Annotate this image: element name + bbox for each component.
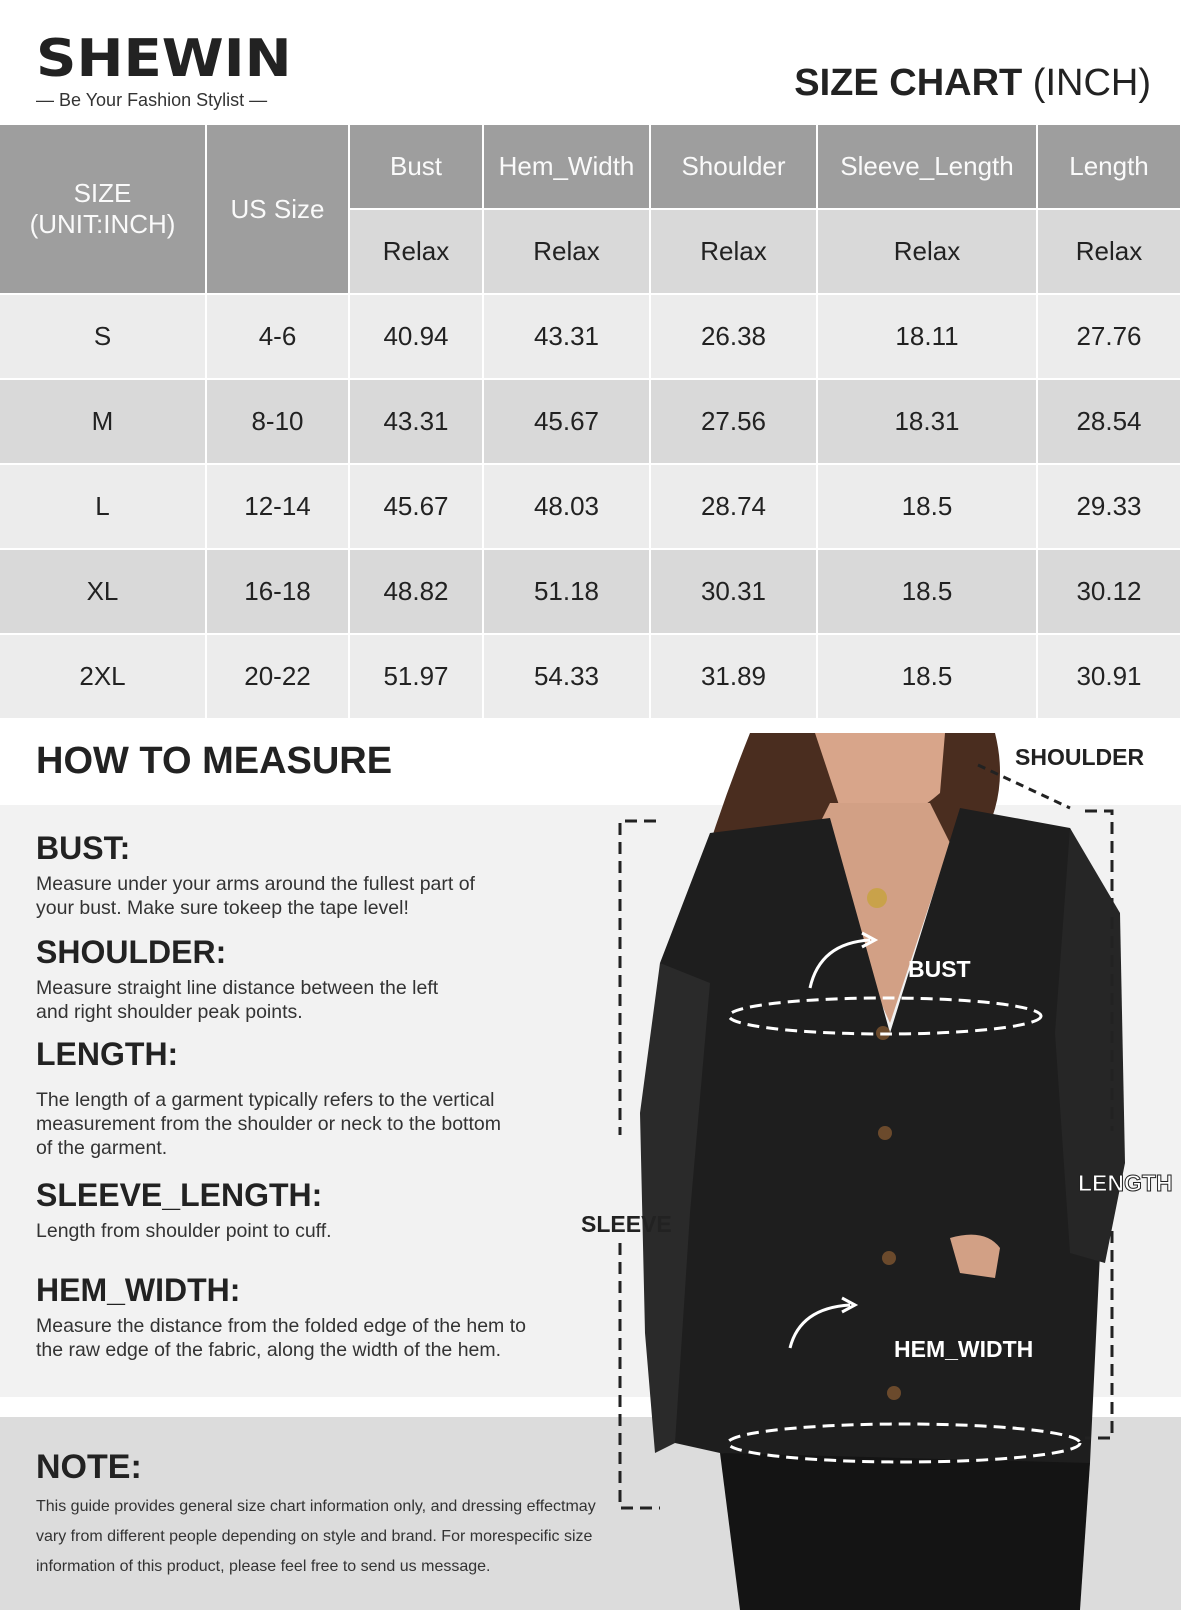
table-cell: 18.31 xyxy=(817,379,1037,464)
text-line: your bust. Make sure tokeep the tape level! xyxy=(36,897,409,919)
text-line: Length from shoulder point to cuff. xyxy=(36,1220,332,1242)
fit-header: Relax xyxy=(817,209,1037,294)
table-cell: 43.31 xyxy=(483,294,650,379)
column-header: Bust xyxy=(349,125,483,209)
size-chart-unit: (INCH) xyxy=(1032,62,1151,104)
text-line: Measure under your arms around the fullest part of xyxy=(36,873,475,895)
measure-item-text xyxy=(36,1314,596,1362)
brand-logo xyxy=(36,29,292,111)
table-row xyxy=(0,379,1181,464)
table-row xyxy=(0,294,1181,379)
table-cell: 48.03 xyxy=(483,464,650,549)
pants xyxy=(720,1453,1090,1610)
us-size-header: US Size xyxy=(206,125,349,294)
fit-header: Relax xyxy=(349,209,483,294)
table-cell: 28.74 xyxy=(650,464,817,549)
table-cell: 45.67 xyxy=(349,464,483,549)
table-cell: 18.5 xyxy=(817,464,1037,549)
table-cell: 43.31 xyxy=(349,379,483,464)
measure-item-text xyxy=(36,976,596,1024)
table-cell: 54.33 xyxy=(483,634,650,719)
measure-item-text xyxy=(36,1088,596,1160)
table-cell: 40.94 xyxy=(349,294,483,379)
table-cell: 48.82 xyxy=(349,549,483,634)
text-line: Measure the distance from the folded edge of the hem to xyxy=(36,1315,526,1337)
table-cell: L xyxy=(0,464,206,549)
text-line: of the garment. xyxy=(36,1137,168,1159)
column-header: Hem_Width xyxy=(483,125,650,209)
table-cell: 45.67 xyxy=(483,379,650,464)
length-label: LENGTH xyxy=(1078,1170,1173,1196)
measure-item-title: LENGTH: xyxy=(36,1036,179,1072)
measure-item-bust xyxy=(36,830,596,920)
measure-item-title: SHOULDER: xyxy=(36,934,227,970)
size-chart-title xyxy=(794,62,1151,105)
note-text xyxy=(36,1492,596,1582)
measure-item-title: HEM_WIDTH: xyxy=(36,1272,241,1308)
table-cell: 12-14 xyxy=(206,464,349,549)
measure-item-text xyxy=(36,872,596,920)
table-cell: 27.76 xyxy=(1037,294,1181,379)
size-chart-title-text: SIZE CHART xyxy=(794,62,1023,104)
table-row xyxy=(0,549,1181,634)
text-line: Measure straight line distance between the left xyxy=(36,977,439,999)
table-cell: 2XL xyxy=(0,634,206,719)
table-cell: 27.56 xyxy=(650,379,817,464)
size-unit-header: (UNIT:INCH) xyxy=(29,209,176,239)
table-cell: 18.11 xyxy=(817,294,1037,379)
shoulder-label: SHOULDER xyxy=(1015,744,1145,770)
how-to-measure-title: HOW TO MEASURE xyxy=(36,740,393,782)
note-line: vary from different people depending on style and brand. For morespecific size xyxy=(36,1528,593,1545)
button-icon xyxy=(882,1251,896,1265)
table-cell: 4-6 xyxy=(206,294,349,379)
table-cell: 20-22 xyxy=(206,634,349,719)
table-cell: 29.33 xyxy=(1037,464,1181,549)
table-cell: 30.91 xyxy=(1037,634,1181,719)
bust-label: BUST xyxy=(908,956,971,982)
table-cell: 28.54 xyxy=(1037,379,1181,464)
note-line: information of this product, please feel free to send us message. xyxy=(36,1558,491,1575)
measure-item-title: BUST: xyxy=(36,830,131,866)
text-line: measurement from the shoulder or neck to the bottom xyxy=(36,1113,501,1135)
measure-item-length xyxy=(36,1036,596,1160)
note-line: This guide provides general size chart information only, and dressing effectmay xyxy=(36,1498,596,1515)
table-cell: 26.38 xyxy=(650,294,817,379)
table-cell: XL xyxy=(0,549,206,634)
table-cell: 30.31 xyxy=(650,549,817,634)
measure-item-hem-width xyxy=(36,1272,596,1362)
size-header: SIZE xyxy=(73,178,132,208)
text-line: and right shoulder peak points. xyxy=(36,1001,303,1023)
fit-header: Relax xyxy=(650,209,817,294)
column-header: Shoulder xyxy=(650,125,817,209)
brand-tagline: — Be Your Fashion Stylist — xyxy=(36,90,268,110)
table-cell: M xyxy=(0,379,206,464)
brand-name: SHEWIN xyxy=(36,29,292,89)
size-chart-table xyxy=(0,125,1181,720)
table-cell: 18.5 xyxy=(817,634,1037,719)
table-cell: 30.12 xyxy=(1037,549,1181,634)
size-header-cell xyxy=(0,125,206,294)
table-cell: 51.97 xyxy=(349,634,483,719)
table-cell: 51.18 xyxy=(483,549,650,634)
table-cell: S xyxy=(0,294,206,379)
column-header: Length xyxy=(1037,125,1181,209)
fit-header: Relax xyxy=(1037,209,1181,294)
button-icon xyxy=(878,1126,892,1140)
measure-item-shoulder xyxy=(36,934,596,1024)
table-row xyxy=(0,464,1181,549)
table-cell: 8-10 xyxy=(206,379,349,464)
table-cell: 16-18 xyxy=(206,549,349,634)
sleeve-label: SLEEVE xyxy=(581,1211,672,1237)
table-cell: 18.5 xyxy=(817,549,1037,634)
measure-item-title: SLEEVE_LENGTH: xyxy=(36,1177,323,1213)
measure-item-text xyxy=(36,1219,596,1243)
fit-header: Relax xyxy=(483,209,650,294)
text-line: the raw edge of the fabric, along the width of the hem. xyxy=(36,1339,502,1361)
table-cell: 31.89 xyxy=(650,634,817,719)
column-header: Sleeve_Length xyxy=(817,125,1037,209)
pendant-icon xyxy=(867,888,887,908)
measure-item-sleeve-length xyxy=(36,1177,596,1243)
text-line: The length of a garment typically refers to the vertical xyxy=(36,1089,495,1111)
table-row xyxy=(0,634,1181,719)
button-icon xyxy=(887,1386,901,1400)
hem-width-label: HEM_WIDTH xyxy=(894,1336,1034,1362)
note-title: NOTE: xyxy=(36,1448,142,1486)
